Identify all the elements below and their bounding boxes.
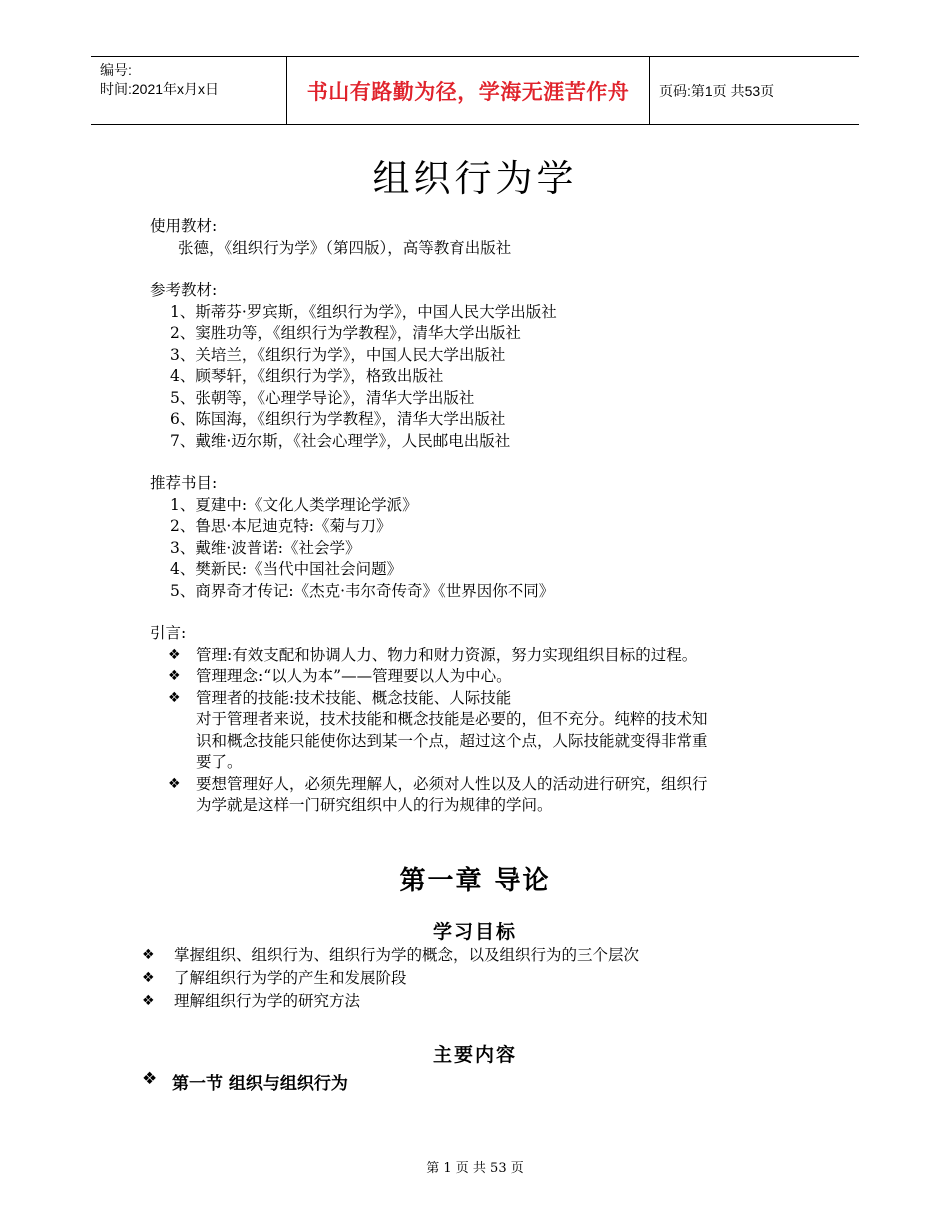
document-title: 组织行为学 (372, 157, 578, 200)
intro-bullet-subtext: 对于管理者来说，技术技能和概念技能是必要的，但不充分。纯粹的技术知 (196, 710, 708, 728)
intro-bullet-subtext: 为学就是这样一门研究组织中人的行为规律的学问。 (196, 796, 553, 814)
chapter-title: 第一章 导论 (399, 866, 551, 896)
diamond-bullet-icon: ❖ (142, 970, 155, 986)
intro-heading: 引言: (150, 624, 187, 642)
header-motto: 书山有路勤为径，学海无涯苦作舟 (286, 57, 650, 124)
intro-bullet-text: 要想管理好人，必须先理解人，必须对人性以及人的活动进行研究，组织行 (196, 774, 708, 793)
diamond-bullet-icon: ❖ (142, 1069, 158, 1089)
section-heading (142, 1069, 348, 1094)
recommended-heading: 推荐书目: (150, 474, 218, 492)
recommended-item: 2、鲁思·本尼迪克特:《菊与刀》 (170, 517, 392, 535)
intro-bullet (150, 666, 830, 688)
recommended-item: 5、商界奇才传记:《杰克·韦尔奇传奇》《世界因你不同》 (170, 581, 555, 600)
objectives-heading: 学习目标 (432, 921, 517, 943)
intro-bullet-text: 管理:有效支配和协调人力、物力和财力资源，努力实现组织目标的过程。 (196, 645, 698, 664)
document-number-label: 编号: (100, 62, 132, 78)
reference-item: 5、张朝等，《心理学导论》，清华大学出版社 (170, 388, 475, 407)
reference-item: 1、斯蒂芬·罗宾斯，《组织行为学》，中国人民大学出版社 (170, 302, 557, 321)
diamond-bullet-icon: ❖ (168, 775, 181, 792)
intro-bullet (150, 645, 830, 667)
header-left-cell (91, 57, 286, 124)
diamond-bullet-icon: ❖ (142, 993, 155, 1009)
page-footer: 第 1 页 共 53 页 (426, 1161, 524, 1176)
diamond-bullet-icon: ❖ (168, 668, 181, 684)
reference-item: 2、窦胜功等，《组织行为学教程》，清华大学出版社 (170, 324, 521, 342)
recommended-item: 4、樊新民:《当代中国社会问题》 (170, 560, 403, 578)
objective-text: 了解组织行为学的产生和发展阶段 (174, 969, 407, 987)
intro-bullet (150, 774, 830, 796)
reference-item: 7、戴维·迈尔斯，《社会心理学》，人民邮电出版社 (170, 431, 511, 450)
document-body (150, 216, 830, 817)
intro-bullet-subtext: 要了。 (196, 753, 243, 771)
intro-bullet-subtext: 识和概念技能只能使你达到某一个点，超过这个点，人际技能就变得非常重 (196, 731, 708, 750)
diamond-bullet-icon: ❖ (168, 689, 181, 706)
reference-item: 3、关培兰，《组织行为学》，中国人民大学出版社 (170, 345, 506, 364)
objectives-list (142, 944, 639, 1013)
section-title: 第一节 组织与组织行为 (172, 1074, 348, 1094)
reference-item: 6、陈国海，《组织行为学教程》，清华大学出版社 (170, 410, 506, 428)
textbook-item: 张德，《组织行为学》（第四版），高等教育出版社 (178, 238, 512, 257)
intro-bullet-text: 管理理念:“以人为本”——管理要以人为中心。 (196, 667, 512, 685)
objective-item (142, 990, 639, 1013)
recommended-item: 3、戴维·波普诺:《社会学》 (170, 538, 361, 557)
header-page-info: 页码:第1页 共53页 (659, 82, 775, 99)
main-content-heading: 主要内容 (432, 1044, 517, 1066)
document-date: 时间:2021年x月x日 (100, 81, 220, 97)
references-heading: 参考教材: (150, 281, 218, 299)
intro-bullet-text: 管理者的技能:技术技能、概念技能、人际技能 (196, 688, 512, 707)
reference-item: 4、顾琴轩，《组织行为学》，格致出版社 (170, 367, 444, 385)
intro-bullet (150, 688, 830, 710)
diamond-bullet-icon: ❖ (142, 947, 155, 963)
objective-item (142, 944, 639, 967)
recommended-item: 1、夏建中:《文化人类学理论学派》 (170, 495, 418, 514)
objective-text: 掌握组织、组织行为、组织行为学的概念，以及组织行为的三个层次 (174, 946, 640, 964)
textbook-heading: 使用教材: (150, 217, 218, 235)
page-header (91, 56, 859, 125)
objective-item (142, 967, 639, 990)
objective-text: 理解组织行为学的研究方法 (174, 992, 361, 1010)
diamond-bullet-icon: ❖ (168, 646, 181, 663)
